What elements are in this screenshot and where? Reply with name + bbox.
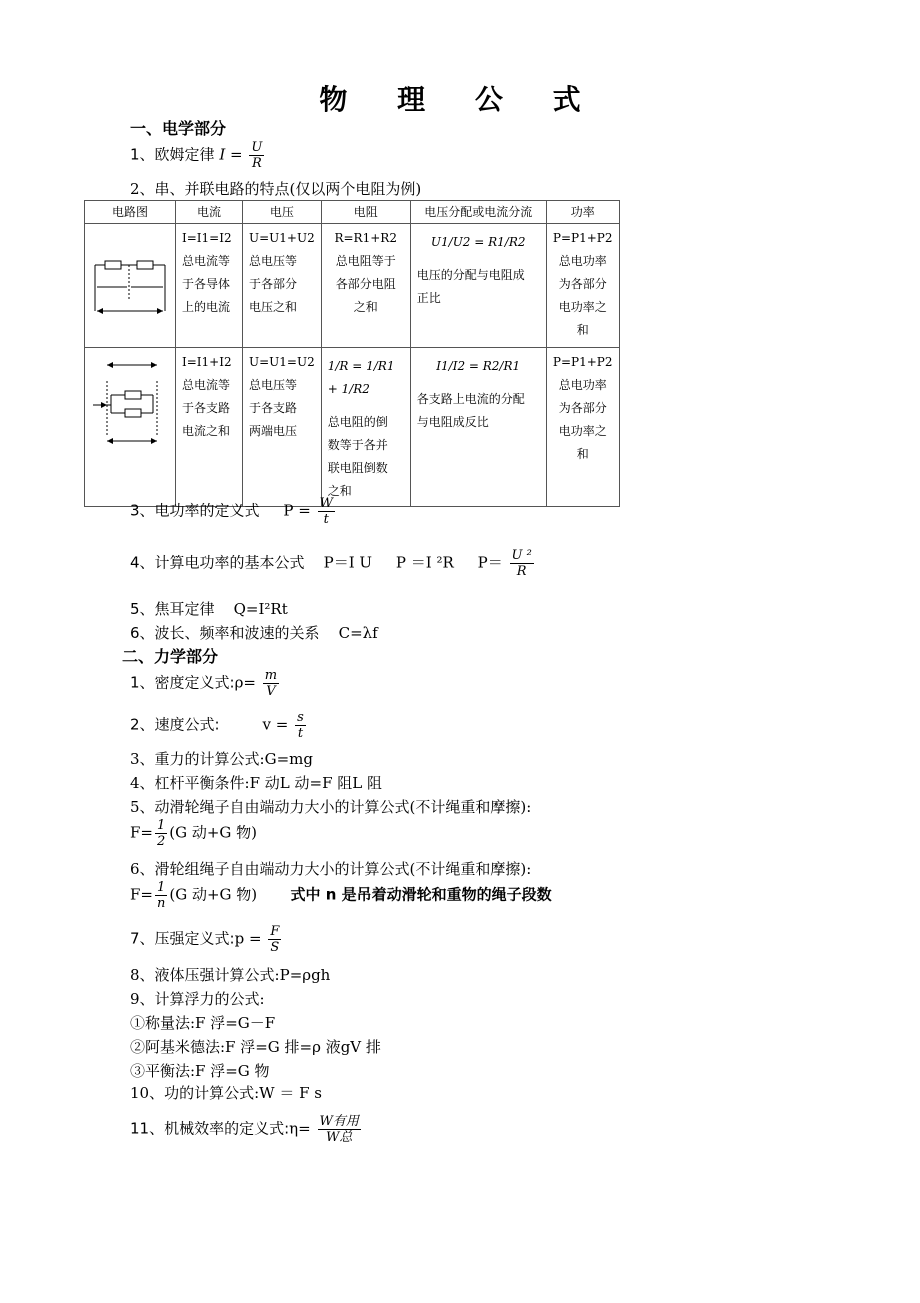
table-header: 电压分配或电流分流 — [410, 201, 546, 224]
parallel-resistance: 1/R = 1/R1 + 1/R2 总电阻的倒 数等于各并 联电阻倒数 之和 — [321, 348, 410, 507]
parallel-circuit-icon — [91, 351, 169, 451]
electric-power-formulas: 4、计算电功率的基本公式 P＝I U P ＝I ²R P＝ $\frac{\text{U ²}}{R}$ — [130, 548, 532, 579]
movable-pulley-formula: F= $\frac{1}{2}$ (G 动+G 物) — [130, 818, 258, 849]
table-header: 功率 — [546, 201, 619, 224]
parallel-current: I=I1+I2 总电流等 于各支路 电流之和 — [176, 348, 243, 507]
series-power: P=P1+P2 总电功率 为各部分 电功率之 和 — [546, 224, 619, 348]
joule-law: 5、焦耳定律 Q=I²Rt — [130, 600, 288, 618]
lever-condition: 4、杠杆平衡条件:F 动L 动=F 阻L 阻 — [130, 774, 382, 792]
buoyancy-archimedes: ②阿基米德法:F 浮=G 排=ρ 液gV 排 — [130, 1038, 381, 1056]
pressure-definition: 7、压强定义式:p = $\frac{F}{S}$ — [130, 924, 280, 955]
circuit-characteristics-heading: 2、串、并联电路的特点(仅以两个电阻为例) — [130, 180, 422, 198]
series-circuit-diagram — [85, 224, 176, 348]
parallel-distribution-formula: I1/I2 = R2/R1 — [436, 359, 521, 373]
section-mechanics: 二、力学部分 — [122, 647, 219, 666]
efficiency-definition: 11、机械效率的定义式:η= $\frac{\text{W有用}}{\text{W总}}$ — [130, 1114, 359, 1145]
buoyancy-balance: ③平衡法:F 浮=G 物 — [130, 1062, 270, 1080]
liquid-pressure: 8、液体压强计算公式:P=ρgh — [130, 966, 331, 984]
ohms-law: 1、欧姆定律 I = $\frac{U}{R}$ — [130, 140, 263, 171]
ohms-law-fraction: $\frac{U}{R}$ — [251, 140, 263, 171]
series-current: I=I1=I2 总电流等 于各导体 上的电流 — [176, 224, 243, 348]
table-row-parallel — [85, 348, 620, 507]
electric-power-definition: 3、电功率的定义式 P = $\frac{W}{t}$ — [130, 496, 333, 527]
series-voltage-distribution: U1/U2 = R1/R2 电压的分配与电阻成 正比 — [410, 224, 546, 348]
pulley-block-formula: F= $\frac{1}{n}$ (G 动+G 物) 式中 n 是吊着动滑轮和重物的绳子段数 — [130, 880, 552, 911]
wave-relation: 6、波长、频率和波速的关系 C=λf — [130, 624, 378, 642]
parallel-power: P=P1+P2 总电功率 为各部分 电功率之 和 — [546, 348, 619, 507]
buoyancy-heading: 9、计算浮力的公式: — [130, 990, 265, 1008]
table-header: 电路图 — [85, 201, 176, 224]
series-voltage: U=U1+U2 总电压等 于各部分 电压之和 — [243, 224, 322, 348]
parallel-resistance-formula: 1/R = 1/R1 + 1/R2 — [327, 359, 395, 396]
series-resistance: R=R1+R2 总电阻等于 各部分电阻 之和 — [321, 224, 410, 348]
page-title: 物 理 公 式 — [319, 83, 601, 116]
gravity-formula: 3、重力的计算公式:G=mg — [130, 750, 313, 768]
parallel-circuit-diagram — [85, 348, 176, 507]
movable-pulley-heading: 5、动滑轮绳子自由端动力大小的计算公式(不计绳重和摩擦): — [130, 798, 532, 816]
pulley-block-heading: 6、滑轮组绳子自由端动力大小的计算公式(不计绳重和摩擦): — [130, 860, 532, 878]
density-definition: 1、密度定义式:ρ= $\frac{m}{V}$ — [130, 668, 278, 699]
table-header: 电流 — [176, 201, 243, 224]
table-header: 电压 — [243, 201, 322, 224]
series-distribution-formula: U1/U2 = R1/R2 — [430, 235, 526, 249]
speed-formula: 2、速度公式: v = $\frac{s}{t}$ — [130, 710, 304, 741]
table-row-series — [85, 224, 620, 348]
section-electricity: 一、电学部分 — [130, 119, 227, 138]
parallel-current-distribution: I1/I2 = R2/R1 各支路上电流的分配 与电阻成反比 — [410, 348, 546, 507]
series-circuit-icon — [91, 227, 169, 317]
table-header: 电阻 — [321, 201, 410, 224]
circuit-table — [84, 200, 620, 507]
work-formula: 10、功的计算公式:W ＝ F s — [130, 1084, 322, 1102]
parallel-voltage: U=U1=U2 总电压等 于各支路 两端电压 — [243, 348, 322, 507]
buoyancy-weighing: ①称量法:F 浮=G－F — [130, 1014, 276, 1032]
